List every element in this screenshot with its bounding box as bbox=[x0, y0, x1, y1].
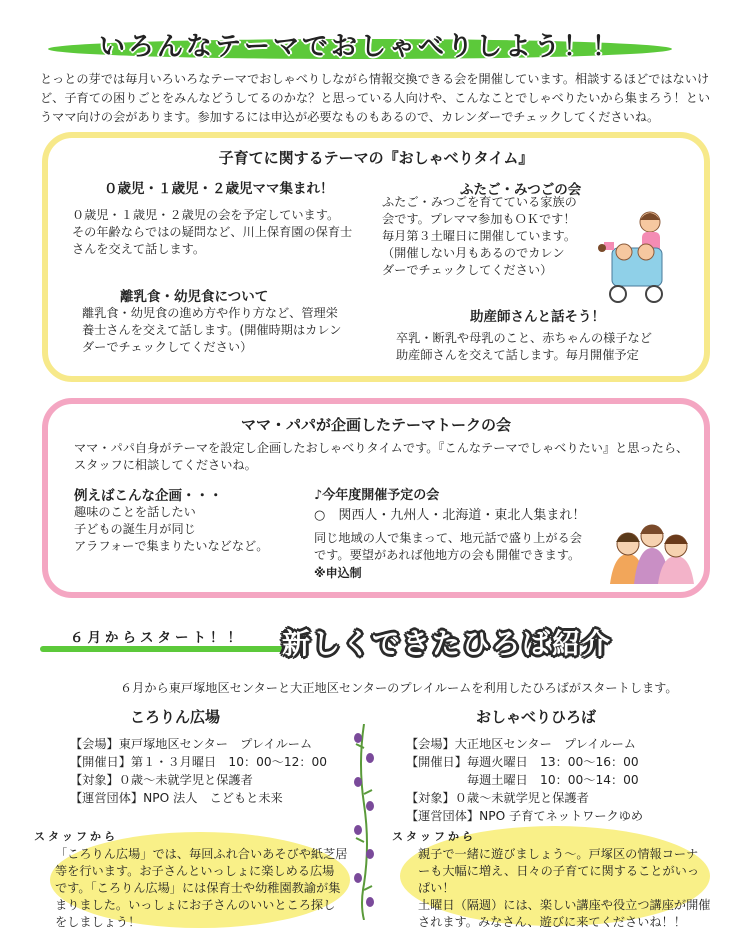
talk-box-heading: ママ・パパが企画したテーマトークの会 bbox=[240, 416, 511, 434]
item-title-baby-food: 離乳食・幼児食について bbox=[120, 289, 269, 305]
kororin-details: 【会場】東戸塚地区センター プレイルーム 【開催日】第１・３月曜日 10：00～12：00 【対象】０歳～未就学児と保護者 【運営団体】NPO 法人 こどもと未来 bbox=[70, 737, 328, 805]
twin-stroller-illustration bbox=[592, 208, 692, 308]
schedule-item: ○ 関西人・九州人・北海道・東北人集まれ！ bbox=[314, 508, 586, 523]
oshaberi-details: 【会場】大正地区センター プレイルーム 【開催日】毎週火曜日 13：00～16：00 毎週土曜日 10：00～14：00 【対象】０歳～未就学児と保護者 【運営団体】NPO 子育てネットワークゆめ bbox=[406, 737, 644, 823]
example-title: 例えばこんな企画・・・ bbox=[74, 488, 223, 504]
three-mothers-illustration bbox=[606, 514, 696, 584]
oshaberi-staff-message: 親子で一緒に遊びましょう～。戸塚区の情報コーナ ーも大幅に増え、日々の子育てに関することがいっ ぱい！ 土曜日（隔週）には、楽しい講座や役立つ講座が開催 されます。みなさん、遊びに来てくださいね！！ bbox=[418, 847, 711, 929]
start-label: ６月からスタート！！ bbox=[70, 630, 245, 646]
theme-box-heading: 子育てに関するテーマの『おしゃべりタイム』 bbox=[218, 149, 534, 167]
intro-paragraph: とっとの芽では毎月いろいろなテーマでおしゃべりしながら情報交換できる会を開催しています。相談するほどではないけど、子育ての困りごとをみんなどうしてるのかな？と思っている人向けや、こんなことでしゃべりたいから集まろう！というママ向けの会があります。参加するには申込が必要なものもあるので、カレンダーでチェックしてくださいね。 bbox=[40, 72, 711, 124]
item-title-age-group: ０歳児・１歳児・２歳児ママ集まれ！ bbox=[104, 181, 334, 197]
kororin-staff-message: 「ころりん広場」では、毎回ふれ合いあそびや紙芝居 等を行います。お子さんといっしょに楽しめる広場 です。「ころりん広場」には保育士や幼稚園教諭が集 まりました。いっしょにお子さんのいいところ探し をしましょう！ bbox=[55, 847, 348, 929]
talk-box-intro: ママ・パパ自身がテーマを設定し企画したおしゃべりタイムです。『こんなテーマでしゃべりたい』と思ったら、 スタッフに相談してくださいね。 bbox=[74, 441, 689, 472]
item-body-age-group: ０歳児・１歳児・２歳児の会を予定しています。 その年齢ならではの疑問など、川上保育園の保育士 さんを交えて話します。 bbox=[72, 208, 353, 256]
new-section-title: 新しくできたひろば紹介 bbox=[282, 627, 613, 660]
schedule-title: ♪今年度開催予定の会 bbox=[314, 488, 440, 503]
item-body-midwife: 卒乳・断乳や母乳のこと、赤ちゃんの様子など 助産師さんを交えて話します。毎月開催予定 bbox=[396, 331, 652, 362]
item-title-twins: ふたご・みつごの会 bbox=[460, 182, 582, 198]
title-banner bbox=[45, 22, 675, 62]
oshaberi-staff-label: スタッフから bbox=[392, 830, 476, 843]
oshaberi-name: おしゃべりひろば bbox=[476, 708, 597, 726]
page-title: いろんなテーマでおしゃべりしよう！！ bbox=[98, 32, 621, 62]
item-title-midwife: 助産師さんと話そう！ bbox=[470, 309, 605, 325]
schedule-body: 同じ地域の人で集まって、地元話で盛り上がる会 です。要望があれば他地方の会も開催できます。 bbox=[314, 531, 582, 562]
kororin-staff-label: スタッフから bbox=[34, 830, 118, 843]
example-list: 趣味のことを話したい 子どもの誕生月が同じ アラフォーで集まりたいなどなど。 bbox=[74, 505, 269, 553]
item-body-baby-food: 離乳食・幼児食の進め方や作り方など、管理栄 養士さんを交えて話します。(開催時期はカレン ダーでチェックしてください） bbox=[82, 306, 342, 354]
application-note: ※申込制 bbox=[314, 566, 362, 580]
vine-divider bbox=[352, 724, 376, 920]
item-body-twins: ふたご・みつごを育てている家族の 会です。プレママ参加もＯＫです！ 毎月第３土曜日に開催しています。 （開催しない月もあるのでカレン ダーでチェックしてください） bbox=[382, 195, 577, 277]
kororin-name: ころりん広場 bbox=[130, 708, 221, 726]
new-section-intro: ６月から東戸塚地区センターと大正地区センターのプレイルームを利用したひろばがスタートします。 bbox=[120, 681, 678, 695]
